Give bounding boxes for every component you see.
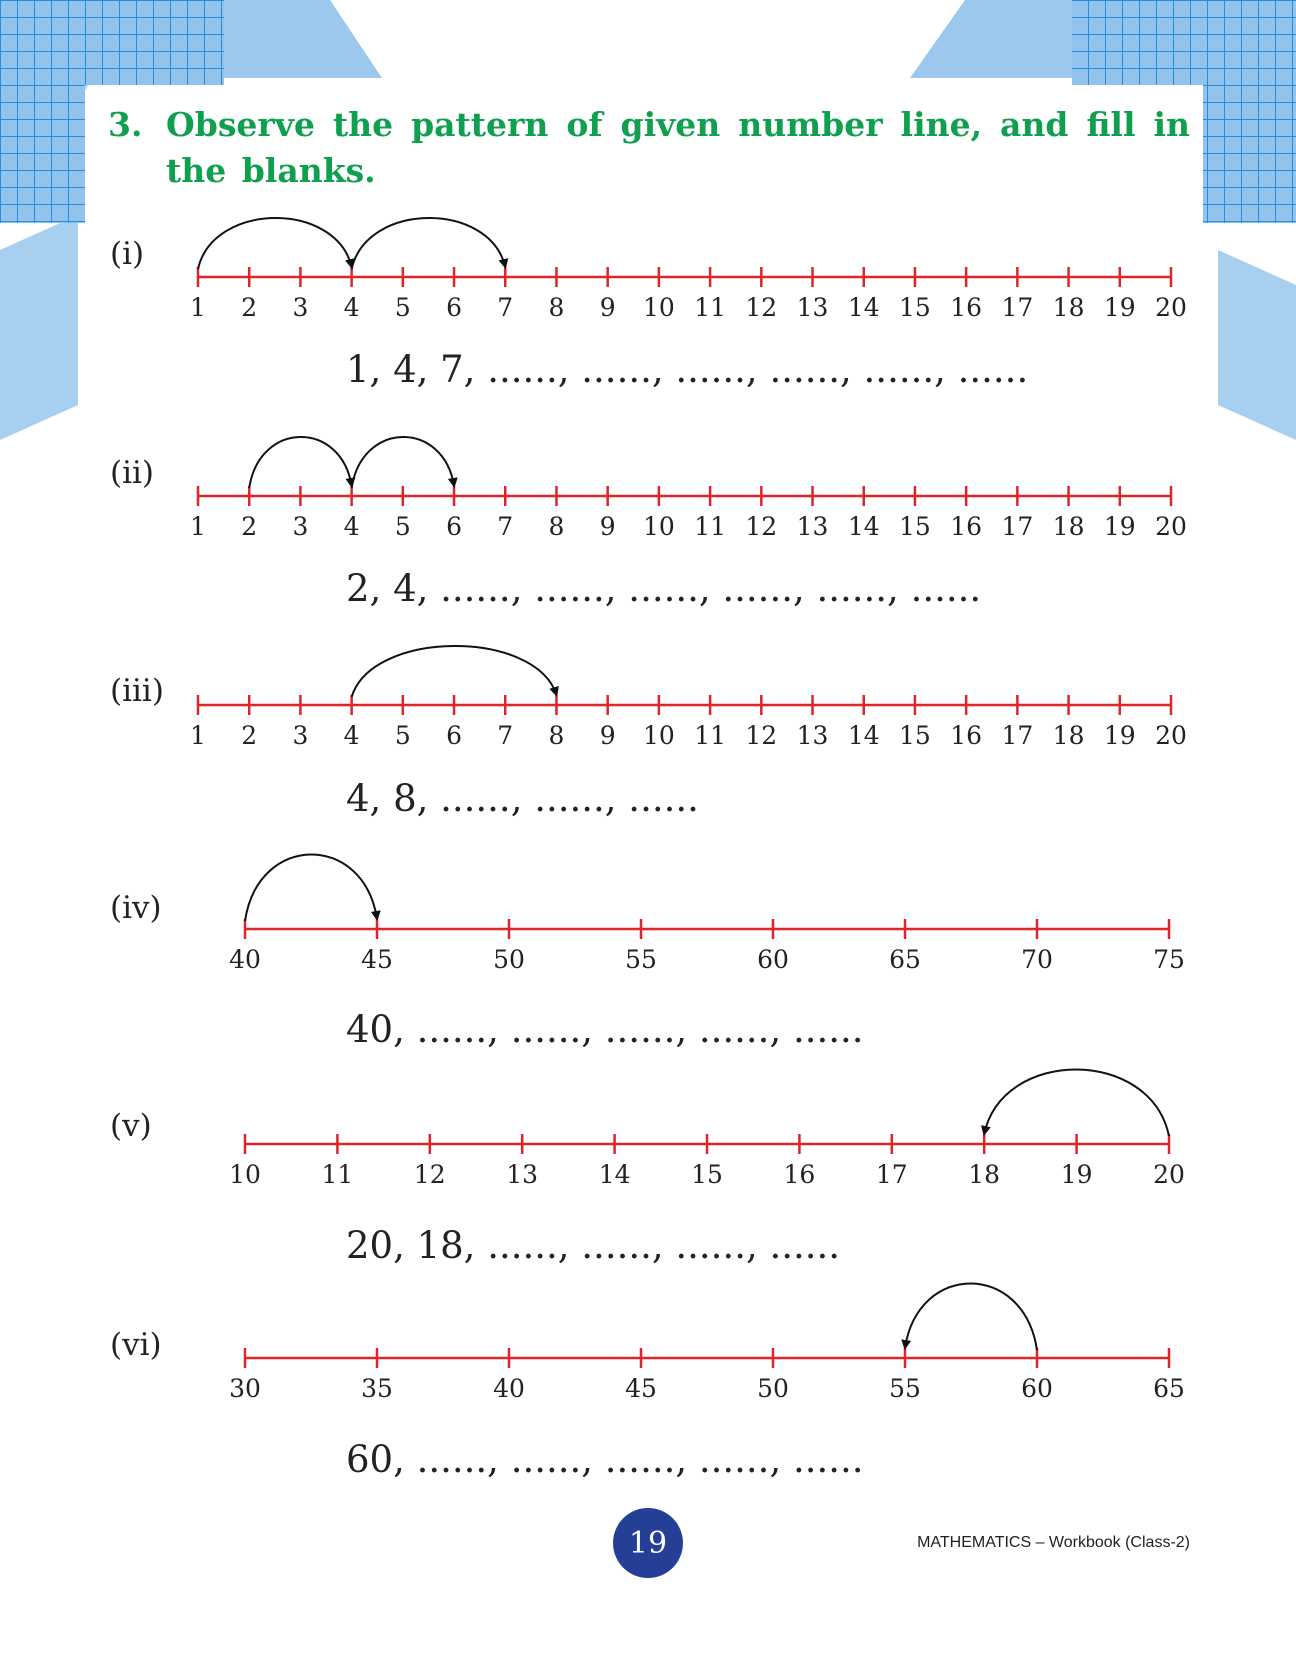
tick-label: 20	[1153, 1160, 1185, 1189]
answer-blanks[interactable]: 20, 18, ......, ......, ......, ......	[346, 1224, 841, 1267]
jump-arrow	[905, 1283, 1037, 1350]
tick-label: 50	[493, 945, 525, 974]
tick-label: 1	[190, 293, 206, 322]
tick-label: 16	[950, 293, 983, 322]
tick-label: 11	[694, 293, 726, 322]
jump-arrow	[352, 646, 557, 697]
jump-arrow	[245, 854, 377, 921]
tick-label: 3	[292, 721, 309, 750]
tick-label: 19	[1103, 512, 1136, 541]
tick-label: 55	[889, 1374, 921, 1403]
question-text: Observe the pattern of given number line, and fill in the blanks.	[166, 105, 1190, 190]
tick-label: 1	[190, 512, 206, 541]
part-label: (i)	[110, 236, 145, 272]
answer-blanks[interactable]: 4, 8, ......, ......, ......	[346, 777, 699, 820]
tick-label: 14	[847, 721, 880, 750]
tick-label: 45	[361, 945, 393, 974]
tick-label: 5	[394, 293, 411, 322]
tick-label: 10	[642, 293, 675, 322]
tick-label: 2	[241, 512, 258, 541]
tick-label: 2	[241, 721, 258, 750]
tick-label: 13	[796, 512, 829, 541]
tick-label: 19	[1060, 1160, 1093, 1189]
tick-label: 55	[625, 945, 657, 974]
tick-label: 14	[598, 1160, 631, 1189]
tick-label: 17	[1001, 721, 1034, 750]
question-number: 3.	[108, 105, 143, 144]
jump-arrow	[352, 437, 454, 488]
tick-label: 10	[642, 721, 675, 750]
tick-label: 9	[599, 293, 616, 322]
tick-label: 65	[1153, 1374, 1185, 1403]
part-label: (vi)	[110, 1327, 162, 1363]
tick-label: 7	[497, 512, 514, 541]
jump-arrow	[249, 437, 351, 488]
tick-label: 17	[1001, 293, 1034, 322]
tick-label: 3	[292, 512, 309, 541]
tick-label: 60	[1021, 1374, 1053, 1403]
tick-label: 11	[321, 1160, 354, 1189]
jump-arrow	[352, 218, 506, 269]
tick-label: 75	[1153, 945, 1185, 974]
tick-label: 15	[899, 721, 931, 750]
tick-label: 5	[394, 512, 411, 541]
tick-label: 6	[446, 512, 462, 541]
part-label: (iv)	[110, 890, 162, 926]
part-label: (iii)	[110, 673, 164, 709]
footer-text: MATHEMATICS – Workbook (Class-2)	[917, 1534, 1190, 1551]
tick-label: 6	[446, 293, 462, 322]
tick-label: 40	[493, 1374, 525, 1403]
tick-label: 3	[292, 293, 309, 322]
tick-label: 5	[394, 721, 411, 750]
tick-label: 18	[1052, 293, 1085, 322]
tick-label: 4	[343, 512, 360, 541]
tick-label: 35	[361, 1374, 393, 1403]
tick-label: 11	[694, 721, 726, 750]
tick-label: 4	[343, 721, 360, 750]
tick-label: 70	[1021, 945, 1053, 974]
tick-label: 40	[229, 945, 261, 974]
part-label: (v)	[110, 1108, 152, 1144]
tick-label: 4	[343, 293, 360, 322]
tick-label: 14	[847, 293, 880, 322]
tick-label: 10	[229, 1160, 261, 1189]
tick-label: 12	[413, 1160, 446, 1189]
tick-label: 50	[757, 1374, 789, 1403]
answer-blanks[interactable]: 60, ......, ......, ......, ......, ......	[346, 1438, 864, 1481]
tick-label: 15	[691, 1160, 723, 1189]
tick-label: 12	[745, 721, 778, 750]
tick-label: 9	[599, 512, 616, 541]
tick-label: 19	[1103, 293, 1136, 322]
tick-label: 13	[796, 293, 829, 322]
tick-label: 14	[847, 512, 880, 541]
tick-label: 8	[548, 721, 565, 750]
page-number: 19	[628, 1525, 668, 1561]
tick-label: 7	[497, 721, 514, 750]
tick-label: 16	[950, 721, 983, 750]
tick-label: 20	[1155, 293, 1187, 322]
tick-label: 17	[875, 1160, 908, 1189]
tick-label: 45	[625, 1374, 657, 1403]
tick-label: 16	[783, 1160, 816, 1189]
tick-label: 20	[1155, 512, 1187, 541]
tick-label: 18	[1052, 512, 1085, 541]
tick-label: 13	[796, 721, 829, 750]
page-number-badge	[613, 1508, 683, 1578]
tick-label: 12	[745, 293, 778, 322]
tick-label: 18	[968, 1160, 1001, 1189]
tick-label: 18	[1052, 721, 1085, 750]
tick-label: 17	[1001, 512, 1034, 541]
jump-arrow	[198, 218, 352, 269]
tick-label: 60	[757, 945, 789, 974]
tick-label: 30	[229, 1374, 261, 1403]
tick-label: 8	[548, 512, 565, 541]
tick-label: 20	[1155, 721, 1187, 750]
tick-label: 12	[745, 512, 778, 541]
tick-label: 7	[497, 293, 514, 322]
tick-label: 1	[190, 721, 206, 750]
tick-label: 19	[1103, 721, 1136, 750]
jump-arrow	[984, 1069, 1169, 1136]
tick-label: 13	[506, 1160, 539, 1189]
answer-blanks[interactable]: 1, 4, 7, ......, ......, ......, ......, ......, ......	[346, 348, 1029, 391]
tick-label: 11	[694, 512, 726, 541]
part-label: (ii)	[110, 455, 155, 491]
tick-label: 8	[548, 293, 565, 322]
tick-label: 15	[899, 293, 931, 322]
tick-label: 65	[889, 945, 921, 974]
tick-label: 10	[642, 512, 675, 541]
tick-label: 2	[241, 293, 258, 322]
tick-label: 16	[950, 512, 983, 541]
tick-label: 15	[899, 512, 931, 541]
tick-label: 6	[446, 721, 462, 750]
answer-blanks[interactable]: 40, ......, ......, ......, ......, ......	[346, 1008, 864, 1051]
tick-label: 9	[599, 721, 616, 750]
answer-blanks[interactable]: 2, 4, ......, ......, ......, ......, ......, ......	[346, 567, 982, 610]
